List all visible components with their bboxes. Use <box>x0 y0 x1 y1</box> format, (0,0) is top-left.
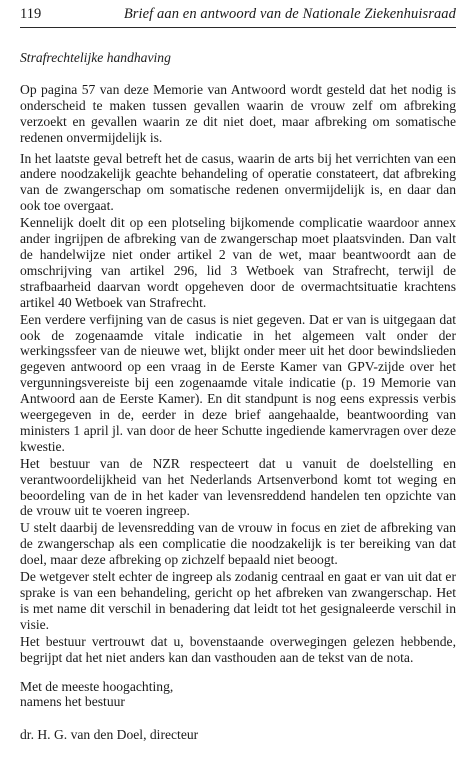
paragraph-6: U stelt daarbij de levensredding van de vrouw in focus en ziet de afbreking van de zwangerschap als een complicatie die noodzakelijk is ter bereiking van dat doel, maar deze afbreking op zichzelf bepaald niet beoogt. <box>20 520 456 568</box>
signature: dr. H. G. van den Doel, directeur <box>20 727 199 743</box>
document-body <box>20 50 456 743</box>
paragraph-7: De wetgever stelt echter de ingreep als zodanig centraal en gaat er van uit dat er sprake is van een behandeling, gericht op het afbreken van zwangerschap. Het is met name dit verschil in benadering dat leidt tot het gesignaleerde verschil in visie. <box>20 569 456 632</box>
closing-salutation: Met de meeste hoogachting, <box>20 678 174 694</box>
section-heading: Strafrechtelijke handhaving <box>20 50 171 65</box>
paragraph-5: Het bestuur van de NZR respecteert dat u vanuit de doelstelling en verantwoordelijkheid van het Nederlands Artsenverbond komt tot weging en beoordeling van de in het kader van levensreddend handelen ten opzichte van de vrouw uit te voeren ingreep. <box>20 455 456 519</box>
page-header <box>20 4 456 28</box>
paragraph-4: Een verdere verfijning van de casus is niet gegeven. Dat er van is uitgegaan dat ook de zogenaamde vitale indicatie in het algemeen valt onder der werkingssfeer van de nieuwe wet, blijkt onder meer uit het door bewindslieden gegeven antwoord op een vraag in de Eerste Kamer van GPV-zijde over het vergunningsvereiste bij een zogenaamde vitale indicatie (p. 19 Memorie van Antwoord aan de Eerste Kamer). En dit standpunt is nog eens expressis verbis weergegeven in de, eerder in deze brief aangehaalde, beantwoording van ministers 1 april jl. van door de heer Schutte ingediende kamervragen over deze kwestie. <box>20 311 456 454</box>
closing-block <box>20 679 456 711</box>
paragraph-3: Kennelijk doelt dit op een plotseling bijkomende complicatie waardoor annex ander ingrijpen de afbreking van de zwangerschap moet plaatsvinden. Dan valt de handelwijze niet onder artikel 2 van de wet, maar beantwoordt aan de omschrijving van artikel 296, lid 3 Wetboek van Strafrecht, terwijl de strafbaarheid daarvan wordt opgeheven door de overmachtsituatie krachtens artikel 40 Wetboek van Strafrecht. <box>20 215 456 310</box>
running-title: Brief aan en antwoord van de Nationale Ziekenhuisraad <box>123 6 456 22</box>
paragraph-8: Het bestuur vertrouwt dat u, bovenstaande overwegingen gelezen hebbende, begrijpt dat het niet anders kan dan vasthouden aan de tekst van de nota. <box>20 633 456 665</box>
paragraph-1: Op pagina 57 van deze Memorie van Antwoord wordt gesteld dat het nodig is onderscheid te maken tussen gevallen waarin de vrouw zelf om afbreking verzoekt en gevallen waarin ze dit niet doet, maar afbreking om somatische redenen onvermijdelijk is. <box>20 81 456 145</box>
header-divider <box>20 27 456 28</box>
page-number: 119 <box>20 6 42 22</box>
closing-on-behalf: namens het bestuur <box>20 694 125 710</box>
paragraph-2: In het laatste geval betreft het de casus, waarin de arts bij het verrichten van een andere noodzakelijk geachte behandeling of operatie constateert, dat afbreking van de zwangerschap om somatische redenen onvermijdelijk is, en daar dan ook toe overgaat. <box>20 150 456 214</box>
